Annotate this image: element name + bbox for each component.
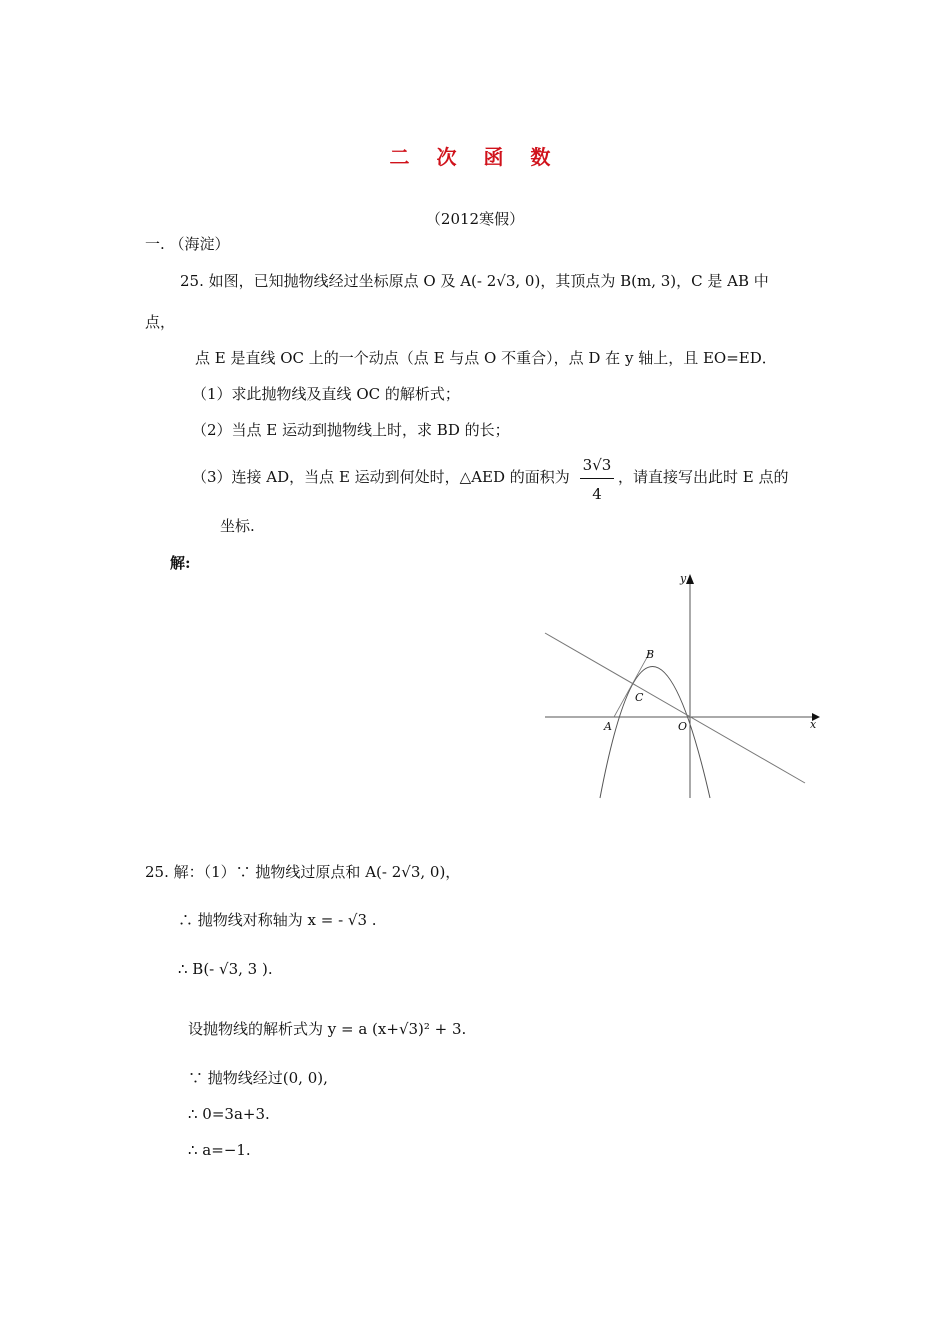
parabola-figure [540,570,840,810]
question-3: （3）连接 AD，当点 E 运动到何处时，△AED 的面积为 [192,468,570,486]
fraction-bar [580,478,614,479]
x-axis-label: x [810,718,817,731]
parabola-curve [600,667,710,799]
solution-line-4: 设抛物线的解析式为 y = a (x+√3)² + 3. [188,1020,467,1038]
page-title: 二 次 函 数 [389,145,561,169]
problem-line-3: 点 E 是直线 OC 上的一个动点（点 E 与点 O 不重合），点 D 在 y 轴上，且 EO=ED． [195,349,777,367]
solution-line-1: 25. 解：（1）∵ 抛物线过原点和 A(- 2√3, 0)， [145,863,461,881]
section-label: 一. （海淀） [145,235,230,253]
page-subtitle: （2012寒假） [425,210,525,228]
point-c-label: C [635,691,644,704]
solution-line-5: ∵ 抛物线经过(0, 0), [188,1069,328,1087]
line-oc [545,633,805,783]
solution-line-3: ∴ B(- √3, 3 ). [178,960,273,978]
problem-line-1: 25. 如图，已知抛物线经过坐标原点 O 及 A(- 2√3, 0)，其顶点为 B(m, 3)，C 是 AB 中 [180,272,769,290]
area-fraction-numerator: 3√3 [582,456,612,474]
y-axis-arrow [686,574,694,584]
point-o-label: O [678,720,688,733]
solution-line-7: ∴ a=−1. [188,1141,251,1159]
area-fraction-denominator: 4 [592,485,602,503]
area-fraction [580,456,614,503]
solution-line-2: ∴ 抛物线对称轴为 x = - √3 . [178,911,377,929]
question-3-tail: ，请直接写出此时 E 点的 [618,468,789,486]
question-3-continued: 坐标. [220,517,255,535]
y-axis-label: y [680,572,687,585]
segment-ab [614,652,650,717]
problem-line-2: 点， [145,313,176,331]
answer-label: 解: [170,554,191,572]
question-1: （1）求此抛物线及直线 OC 的解析式； [192,385,460,403]
question-2: （2）当点 E 运动到抛物线上时，求 BD 的长； [192,421,510,439]
solution-line-6: ∴ 0=3a+3. [188,1105,270,1123]
point-a-label: A [604,720,612,733]
point-b-label: B [646,648,655,661]
